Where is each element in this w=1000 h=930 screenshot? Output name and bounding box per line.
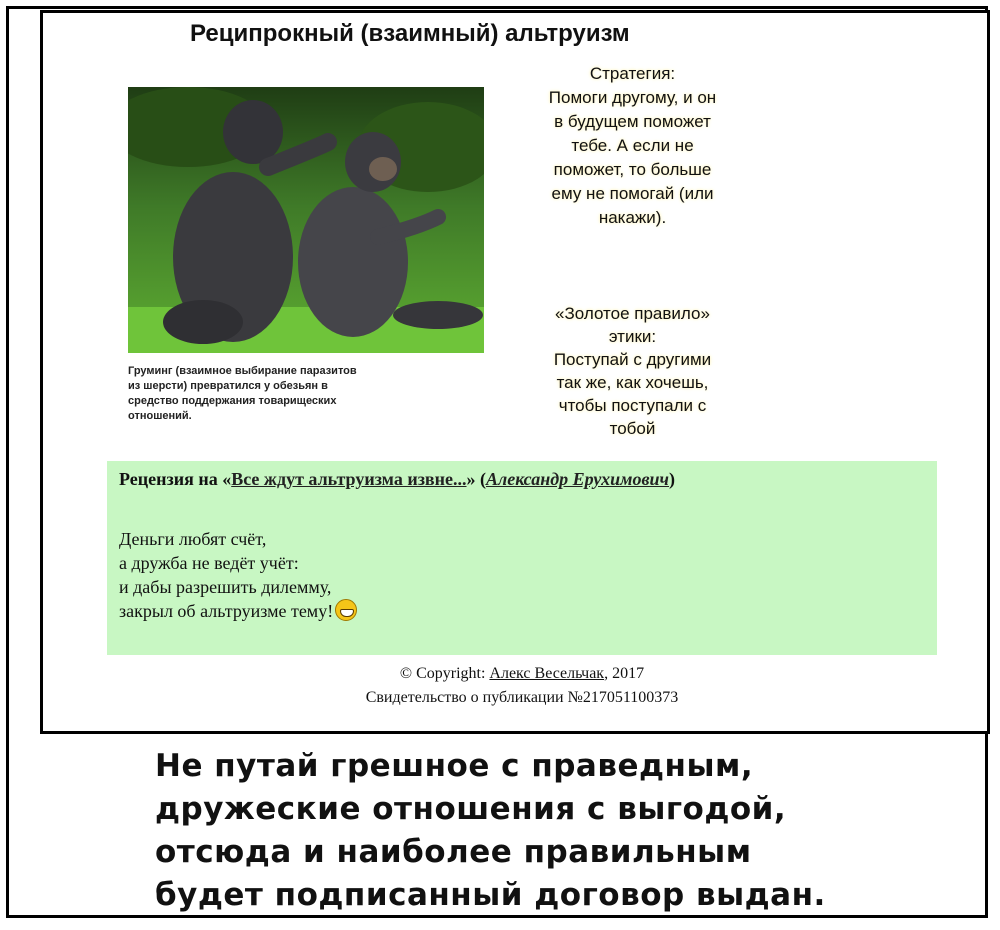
- bottom-caption-line: будет подписанный договор выдан.: [155, 877, 826, 913]
- caption-line: Груминг (взаимное выбирание паразитов: [128, 365, 357, 377]
- copyright-line: [107, 662, 937, 686]
- strategy-line: ему не помогай (или: [551, 184, 714, 203]
- copyright-author-link[interactable]: Алекс Весельчак: [489, 665, 605, 682]
- review-work-link[interactable]: Все ждут альтруизма извне...: [231, 469, 467, 489]
- review-box: [107, 461, 937, 655]
- caption-line: из шерсти) превратился у обезьян в: [128, 380, 328, 392]
- strategy-line: накажи).: [598, 208, 667, 227]
- bottom-caption: [155, 745, 915, 917]
- grinning-smiley-icon: [335, 599, 357, 621]
- review-prefix: Рецензия на «: [119, 469, 232, 489]
- poem: [119, 527, 357, 623]
- caption-line: отношений.: [128, 410, 192, 422]
- golden-rule-line: так же, как хочешь,: [556, 373, 709, 392]
- bottom-caption-line: Не путай грешное с праведным,: [155, 748, 754, 784]
- publication-certificate: Свидетельство о публикации №217051100373: [365, 689, 679, 706]
- strategy-line: тебе. А если не: [571, 136, 694, 155]
- review-author-link[interactable]: Александр Ерухимович: [486, 469, 669, 489]
- poem-line: Деньги любят счёт,: [119, 529, 267, 549]
- review-heading: [119, 469, 675, 490]
- golden-rule-line: этики:: [608, 327, 657, 346]
- review-suffix: ): [669, 469, 675, 489]
- page-title: Реципрокный (взаимный) альтруизм: [190, 20, 630, 47]
- poem-line: а дружба не ведёт учёт:: [119, 553, 299, 573]
- strategy-text: [505, 62, 760, 230]
- photo-caption: [128, 364, 484, 424]
- bottom-caption-line: отсюда и наиболее правильным: [155, 834, 752, 870]
- chimpanzee-grooming-photo: [128, 87, 484, 353]
- review-middle: » (: [466, 469, 487, 489]
- poem-line: закрыл об альтруизме тему!: [119, 601, 334, 621]
- golden-rule-line: тобой: [609, 419, 656, 438]
- bottom-caption-line: дружеские отношения с выгодой,: [155, 791, 787, 827]
- strategy-line: Помоги другому, и он: [548, 88, 717, 107]
- golden-rule-text: [505, 302, 760, 440]
- chimpanzee-grooming-image: [128, 87, 484, 353]
- copyright-prefix: © Copyright:: [399, 665, 490, 682]
- golden-rule-line: чтобы поступали с: [558, 396, 707, 415]
- strategy-line: Стратегия:: [589, 64, 676, 83]
- copyright-block: [107, 662, 937, 710]
- strategy-line: поможет, то больше: [553, 160, 712, 179]
- copyright-year: , 2017: [604, 665, 645, 682]
- golden-rule-line: Поступай с другими: [553, 350, 712, 369]
- caption-line: средство поддержания товарищеских: [128, 395, 337, 407]
- poem-line-last: [119, 599, 357, 623]
- golden-rule-line: «Золотое правило»: [555, 304, 710, 323]
- strategy-line: в будущем поможет: [554, 112, 711, 131]
- poem-line: и дабы разрешить дилемму,: [119, 577, 332, 597]
